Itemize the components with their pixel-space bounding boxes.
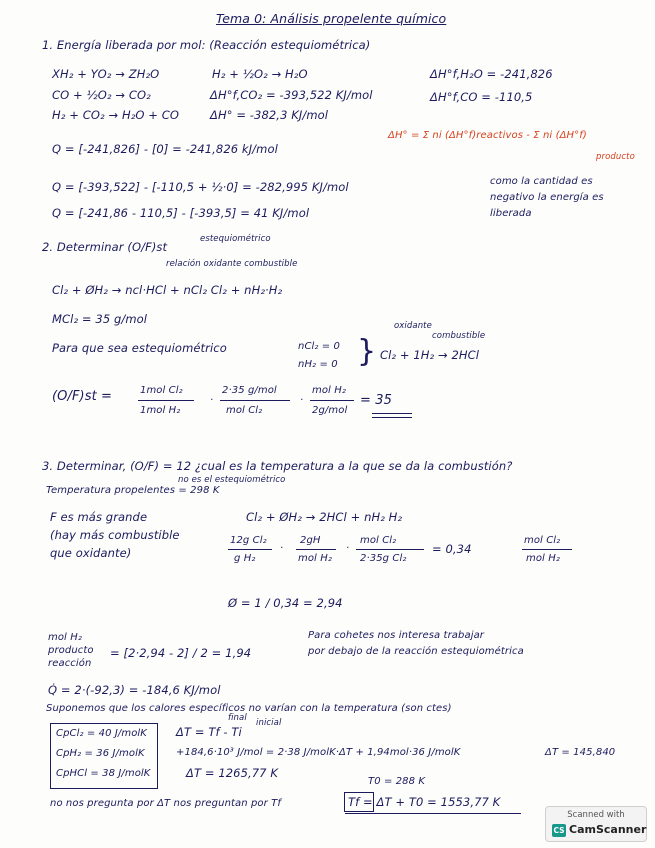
watermark-line-1: Scanned with — [567, 810, 625, 820]
frac-result-unit-num: mol Cl₂ — [524, 535, 561, 546]
frac4-den: g H₂ — [234, 553, 256, 564]
side-note-line-1: como la cantidad es — [490, 176, 593, 187]
final-note: no nos pregunta por ΔT nos preguntan por Tf — [50, 798, 281, 809]
of-ratio-label: (O/F)st = — [52, 389, 113, 404]
mol-h2-label-2: producto — [48, 645, 94, 656]
side-note-line-3: liberada — [490, 208, 532, 219]
reaction-h2o: H₂ + ½O₂ → H₂O — [212, 67, 308, 81]
frac4-num: 12g Cl₂ — [230, 535, 267, 546]
multiply-dot-4: · — [346, 543, 350, 554]
q-equation-1: Q = [-241,826] - [0] = -241,826 kJ/mol — [52, 142, 278, 156]
camscanner-watermark — [545, 806, 647, 842]
delta-t-result: ΔT = 1265,77 K — [186, 766, 278, 780]
cp-cl2: CpCl₂ = 40 J/molK — [56, 728, 147, 739]
frac5-bar — [296, 549, 336, 550]
stoich-condition-text: Para que sea estequiométrico — [52, 341, 227, 355]
frac-result-value: = 0,34 — [432, 542, 472, 556]
label-initial: inicial — [256, 718, 282, 728]
q-equation-3: Q = [-241,86 - 110,5] - [-393,5] = 41 KJ/mol — [52, 206, 310, 220]
fuel-larger-1: F es más grande — [50, 510, 148, 524]
fuel-larger-2: (hay más combustible — [50, 528, 180, 542]
frac3-den: 2g/mol — [312, 405, 348, 416]
enthalpy-formula-note-suffix: producto — [596, 152, 635, 162]
molar-mass-cl2: MCl₂ = 35 g/mol — [52, 312, 148, 326]
page-title: Tema 0: Análisis propelente químico — [216, 11, 447, 26]
energy-balance-equation: +184,6·10³ J/mol = 2·38 J/molK·ΔT + 1,94mol·36 J/molK — [176, 747, 461, 758]
enthalpy-h2o: ΔH°f,H₂O = -241,826 — [430, 67, 553, 81]
section-2-heading: 2. Determinar (O/F)st — [42, 240, 168, 254]
section-2-note-stoich: estequiométrico — [200, 234, 271, 244]
fuel-larger-3: que oxidante) — [50, 546, 132, 560]
result-underline-1 — [372, 413, 412, 414]
enthalpy-formula-note: ΔH° = Σ ni (ΔH°f)reactivos - Σ ni (ΔH°f) — [388, 130, 587, 141]
rocket-note-1: Para cohetes nos interesa trabajar — [308, 630, 485, 641]
side-note-line-2: negativo la energía es — [490, 192, 604, 203]
frac2-num: 2·35 g/mol — [222, 385, 277, 396]
cp-hcl: CpHCl = 38 J/molK — [56, 768, 151, 779]
frac1-den: 1mol H₂ — [140, 405, 181, 416]
camscanner-logo-icon: CS — [553, 826, 565, 835]
rocket-note-2: por debajo de la reacción estequiométrica — [308, 646, 524, 657]
final-temperature-result: Tf = ΔT + T0 = 1553,77 K — [348, 795, 501, 809]
frac6-num: mol Cl₂ — [360, 535, 397, 546]
frac2-bar — [220, 400, 290, 401]
frac6-bar — [356, 549, 424, 550]
of-ratio-result: = 35 — [360, 393, 392, 408]
frac2-den: mol Cl₂ — [226, 405, 263, 416]
frac1-num: 1mol Cl₂ — [140, 385, 183, 396]
section-3-note: no es el estequiométrico — [178, 475, 286, 485]
mol-h2-equation: = [2·2,94 - 2] / 2 = 1,94 — [110, 646, 252, 660]
multiply-dot-1: · — [210, 395, 214, 406]
q-equation-2: Q = [-393,522] - [-110,5 + ½·0] = -282,995 KJ/mol — [52, 180, 349, 194]
label-fuel: combustible — [432, 331, 486, 341]
enthalpy-co: ΔH°f,CO = -110,5 — [430, 90, 533, 104]
frac-result-unit-den: mol H₂ — [526, 553, 560, 564]
frac5-den: mol H₂ — [298, 553, 332, 564]
enthalpy-reaction: ΔH° = -382,3 KJ/mol — [210, 108, 329, 122]
q-dot-equation: Q̇ = 2·(-92,3) = -184,6 KJ/mol — [48, 683, 221, 697]
section-1-heading: 1. Energía liberada por mol: (Reacción estequiométrica) — [42, 38, 371, 52]
section-2-note-ratio: relación oxidante combustible — [166, 259, 298, 269]
condition-ncl2: nCl₂ = 0 — [298, 341, 341, 352]
watermark-line-2: CamScanner — [569, 823, 647, 836]
frac3-num: mol H₂ — [312, 385, 346, 396]
frac5-num: 2gH — [300, 535, 321, 546]
mol-h2-label-3: reacción — [48, 658, 92, 669]
reaction-co2: CO + ½O₂ → CO₂ — [52, 88, 151, 102]
label-final: final — [228, 713, 247, 723]
reaction-water-gas: H₂ + CO₂ → H₂O + CO — [52, 108, 180, 122]
propellant-temperature: Temperatura propelentes = 298 K — [46, 485, 220, 496]
delta-t-definition: ΔT = Tf - Ti — [176, 725, 242, 739]
mol-h2-label-1: mol H₂ — [48, 632, 82, 643]
section-3-heading: 3. Determinar, (O/F) = 12 ¿cual es la temperatura a la que se da la combustión? — [42, 459, 513, 473]
delta-t-intermediate: ΔT = 145,840 — [545, 747, 616, 758]
frac6-den: 2·35g Cl₂ — [360, 553, 407, 564]
reaction-general: XH₂ + YO₂ → ZH₂O — [52, 67, 160, 81]
condition-brace: } — [357, 334, 377, 369]
multiply-dot-3: · — [280, 543, 284, 554]
phi-value: Ø = 1 / 0,34 = 2,94 — [228, 596, 343, 610]
frac-result-unit-bar — [522, 549, 572, 550]
cp-h2: CpH₂ = 36 J/molK — [56, 748, 145, 759]
multiply-dot-2: · — [300, 395, 304, 406]
frac1-bar — [138, 400, 194, 401]
result-underline-2 — [372, 417, 412, 418]
label-oxidant: oxidante — [394, 321, 432, 331]
reaction-cl2-h2-excess: Cl₂ + ØH₂ → 2HCl + nH₂ H₂ — [246, 510, 403, 524]
final-underline — [345, 813, 521, 814]
frac3-bar — [310, 400, 354, 401]
frac4-bar — [228, 549, 272, 550]
reaction-stoichiometric: Cl₂ + 1H₂ → 2HCl — [380, 348, 480, 362]
enthalpy-co2: ΔH°f,CO₂ = -393,522 KJ/mol — [210, 88, 373, 102]
initial-temperature: T0 = 288 K — [368, 776, 426, 787]
reaction-cl2-h2-general: Cl₂ + ØH₂ → ncl·HCl + nCl₂ Cl₂ + nH₂·H₂ — [52, 283, 283, 297]
assumption-specific-heats: Suponemos que los calores específicos no varían con la temperatura (son ctes) — [46, 703, 452, 714]
condition-nh2: nH₂ = 0 — [298, 359, 338, 370]
